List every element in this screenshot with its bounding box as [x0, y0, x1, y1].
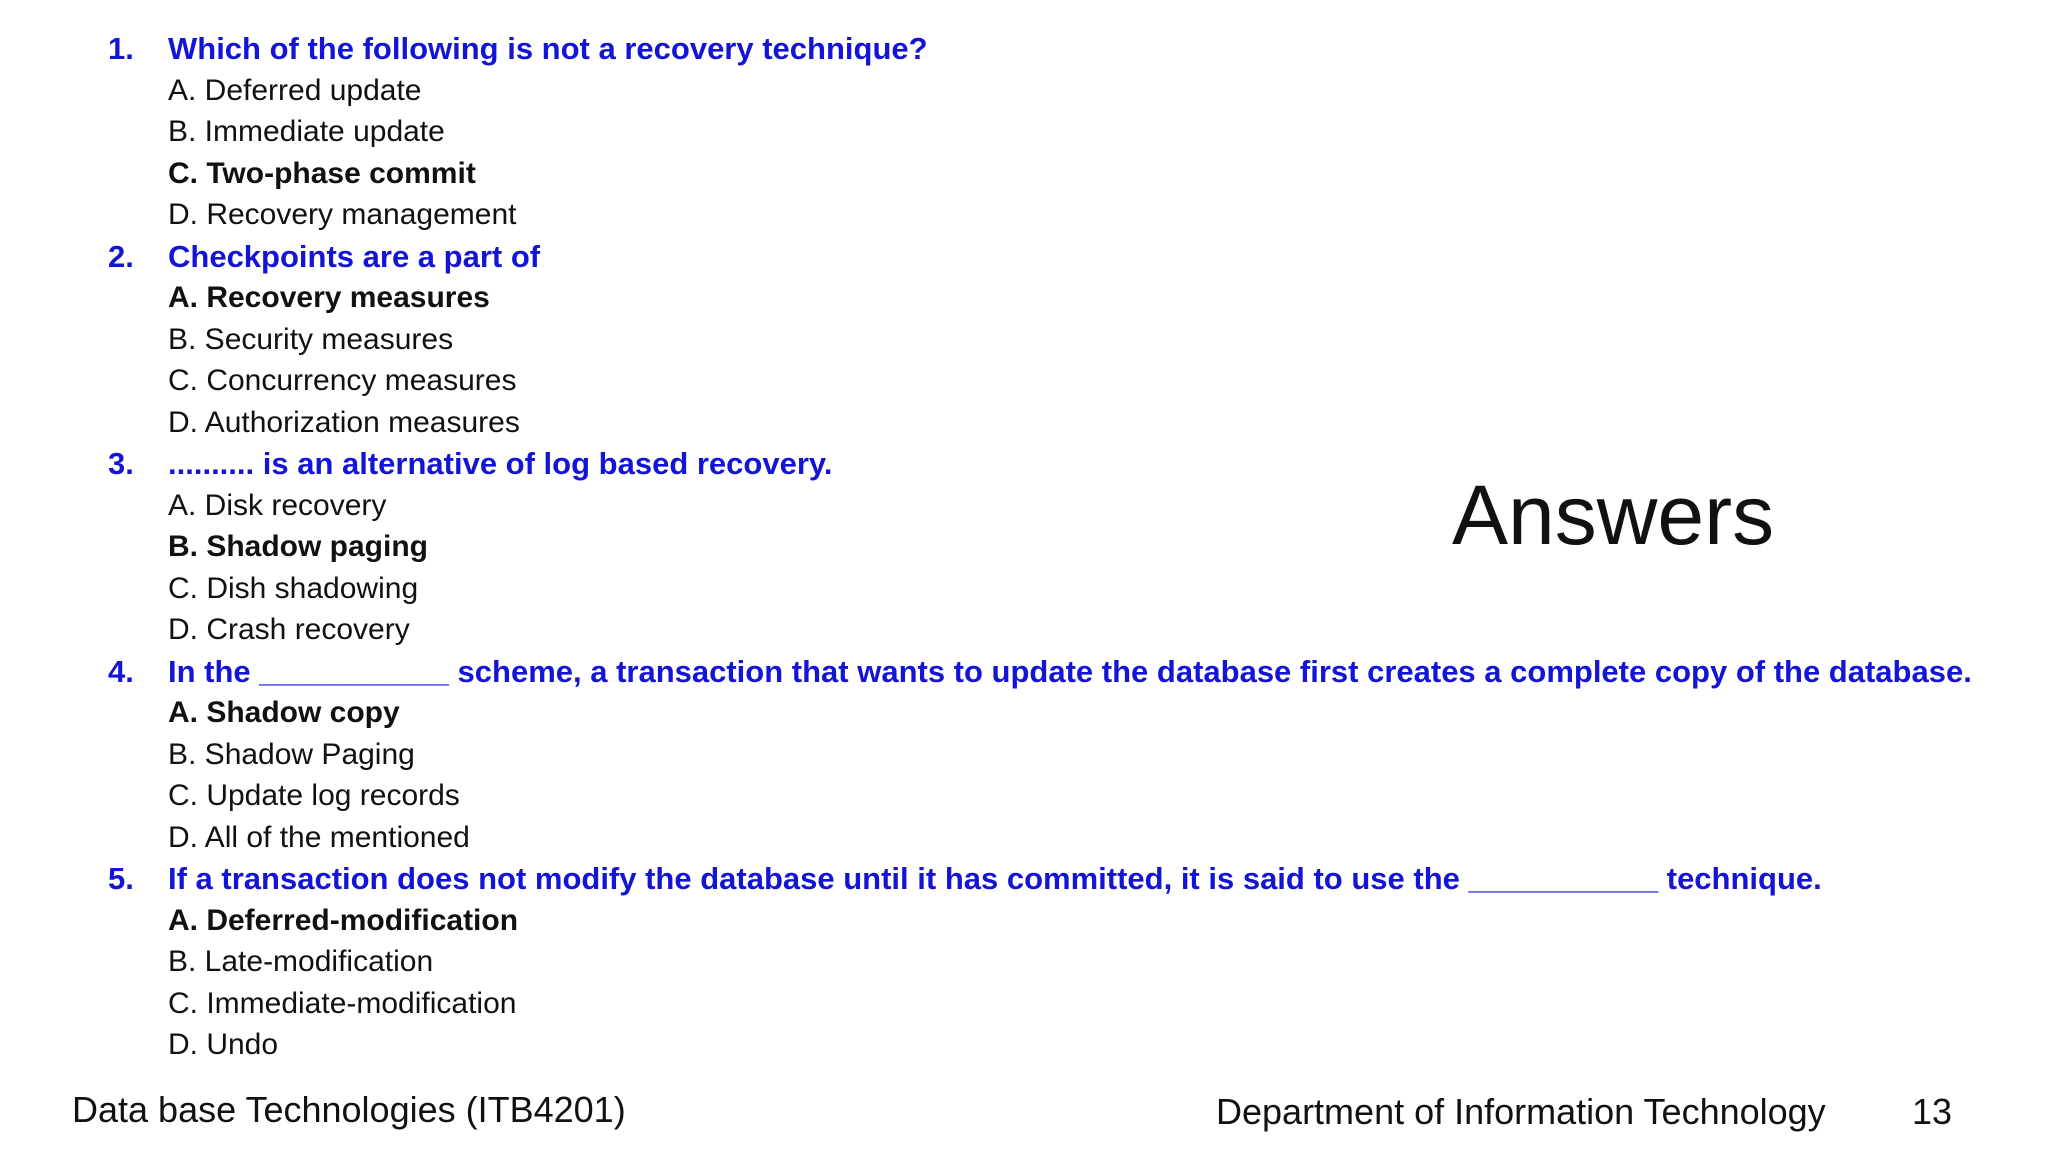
question-1-line — [108, 28, 2008, 70]
option-b-correct: B. Shadow paging — [168, 530, 428, 563]
question-number: 3. — [108, 446, 134, 481]
option-d: D. Undo — [168, 1028, 279, 1061]
option-a-correct: A. Deferred-modification — [168, 903, 519, 937]
question-4 — [108, 651, 2008, 859]
option-d: D. Crash recovery — [168, 613, 410, 646]
answers-heading: Answers — [1452, 468, 1775, 562]
option-b: B. Shadow Paging — [168, 737, 415, 771]
question-4-line — [108, 651, 2008, 693]
question-2-options — [108, 277, 2008, 443]
question-text: Checkpoints are a part of — [168, 238, 541, 274]
option-b: B. Late-modification — [168, 945, 434, 978]
question-5 — [108, 858, 2008, 1066]
option-c: C. Dish shadowing — [168, 571, 419, 605]
option-c-correct: C. Two-phase commit — [168, 156, 476, 190]
option-b: B. Security measures — [168, 322, 454, 356]
option-a: A. Disk recovery — [168, 488, 387, 522]
question-text: Which of the following is not a recovery technique? — [168, 31, 928, 66]
question-text: If a transaction does not modify the database until it has committed, it is said to use the ___________ technique. — [168, 861, 1822, 896]
question-number: 2. — [108, 238, 134, 274]
option-d: D. Authorization measures — [168, 405, 520, 439]
option-b: B. Immediate update — [168, 115, 445, 148]
question-number: 1. — [108, 31, 134, 66]
option-a-correct: A. Shadow copy — [168, 696, 400, 729]
question-1-options — [108, 70, 2008, 236]
question-2-line — [108, 236, 2008, 278]
option-a: A. Deferred update — [168, 73, 422, 107]
question-5-line — [108, 858, 2008, 900]
question-4-options — [108, 692, 2008, 858]
question-text: In the ___________ scheme, a transaction that wants to update the database first creates a complete copy of the database. — [168, 653, 1972, 689]
option-d: D. All of the mentioned — [168, 820, 470, 854]
question-number: 4. — [108, 653, 134, 689]
option-c: C. Immediate-modification — [168, 986, 517, 1020]
option-c: C. Update log records — [168, 779, 460, 812]
option-a-correct: A. Recovery measures — [168, 281, 490, 314]
option-c: C. Concurrency measures — [168, 364, 517, 397]
option-d: D. Recovery management — [168, 198, 517, 231]
footer-page-number: 13 — [1912, 1091, 1953, 1132]
question-number: 5. — [108, 861, 134, 896]
question-5-options — [108, 900, 2008, 1066]
question-2 — [108, 236, 2008, 444]
question-1 — [108, 28, 2008, 236]
question-text: .......... is an alternative of log based recovery. — [168, 446, 833, 481]
footer-course: Data base Technologies (ITB4201) — [72, 1089, 626, 1130]
footer-department: Department of Information Technology — [1216, 1091, 1826, 1132]
